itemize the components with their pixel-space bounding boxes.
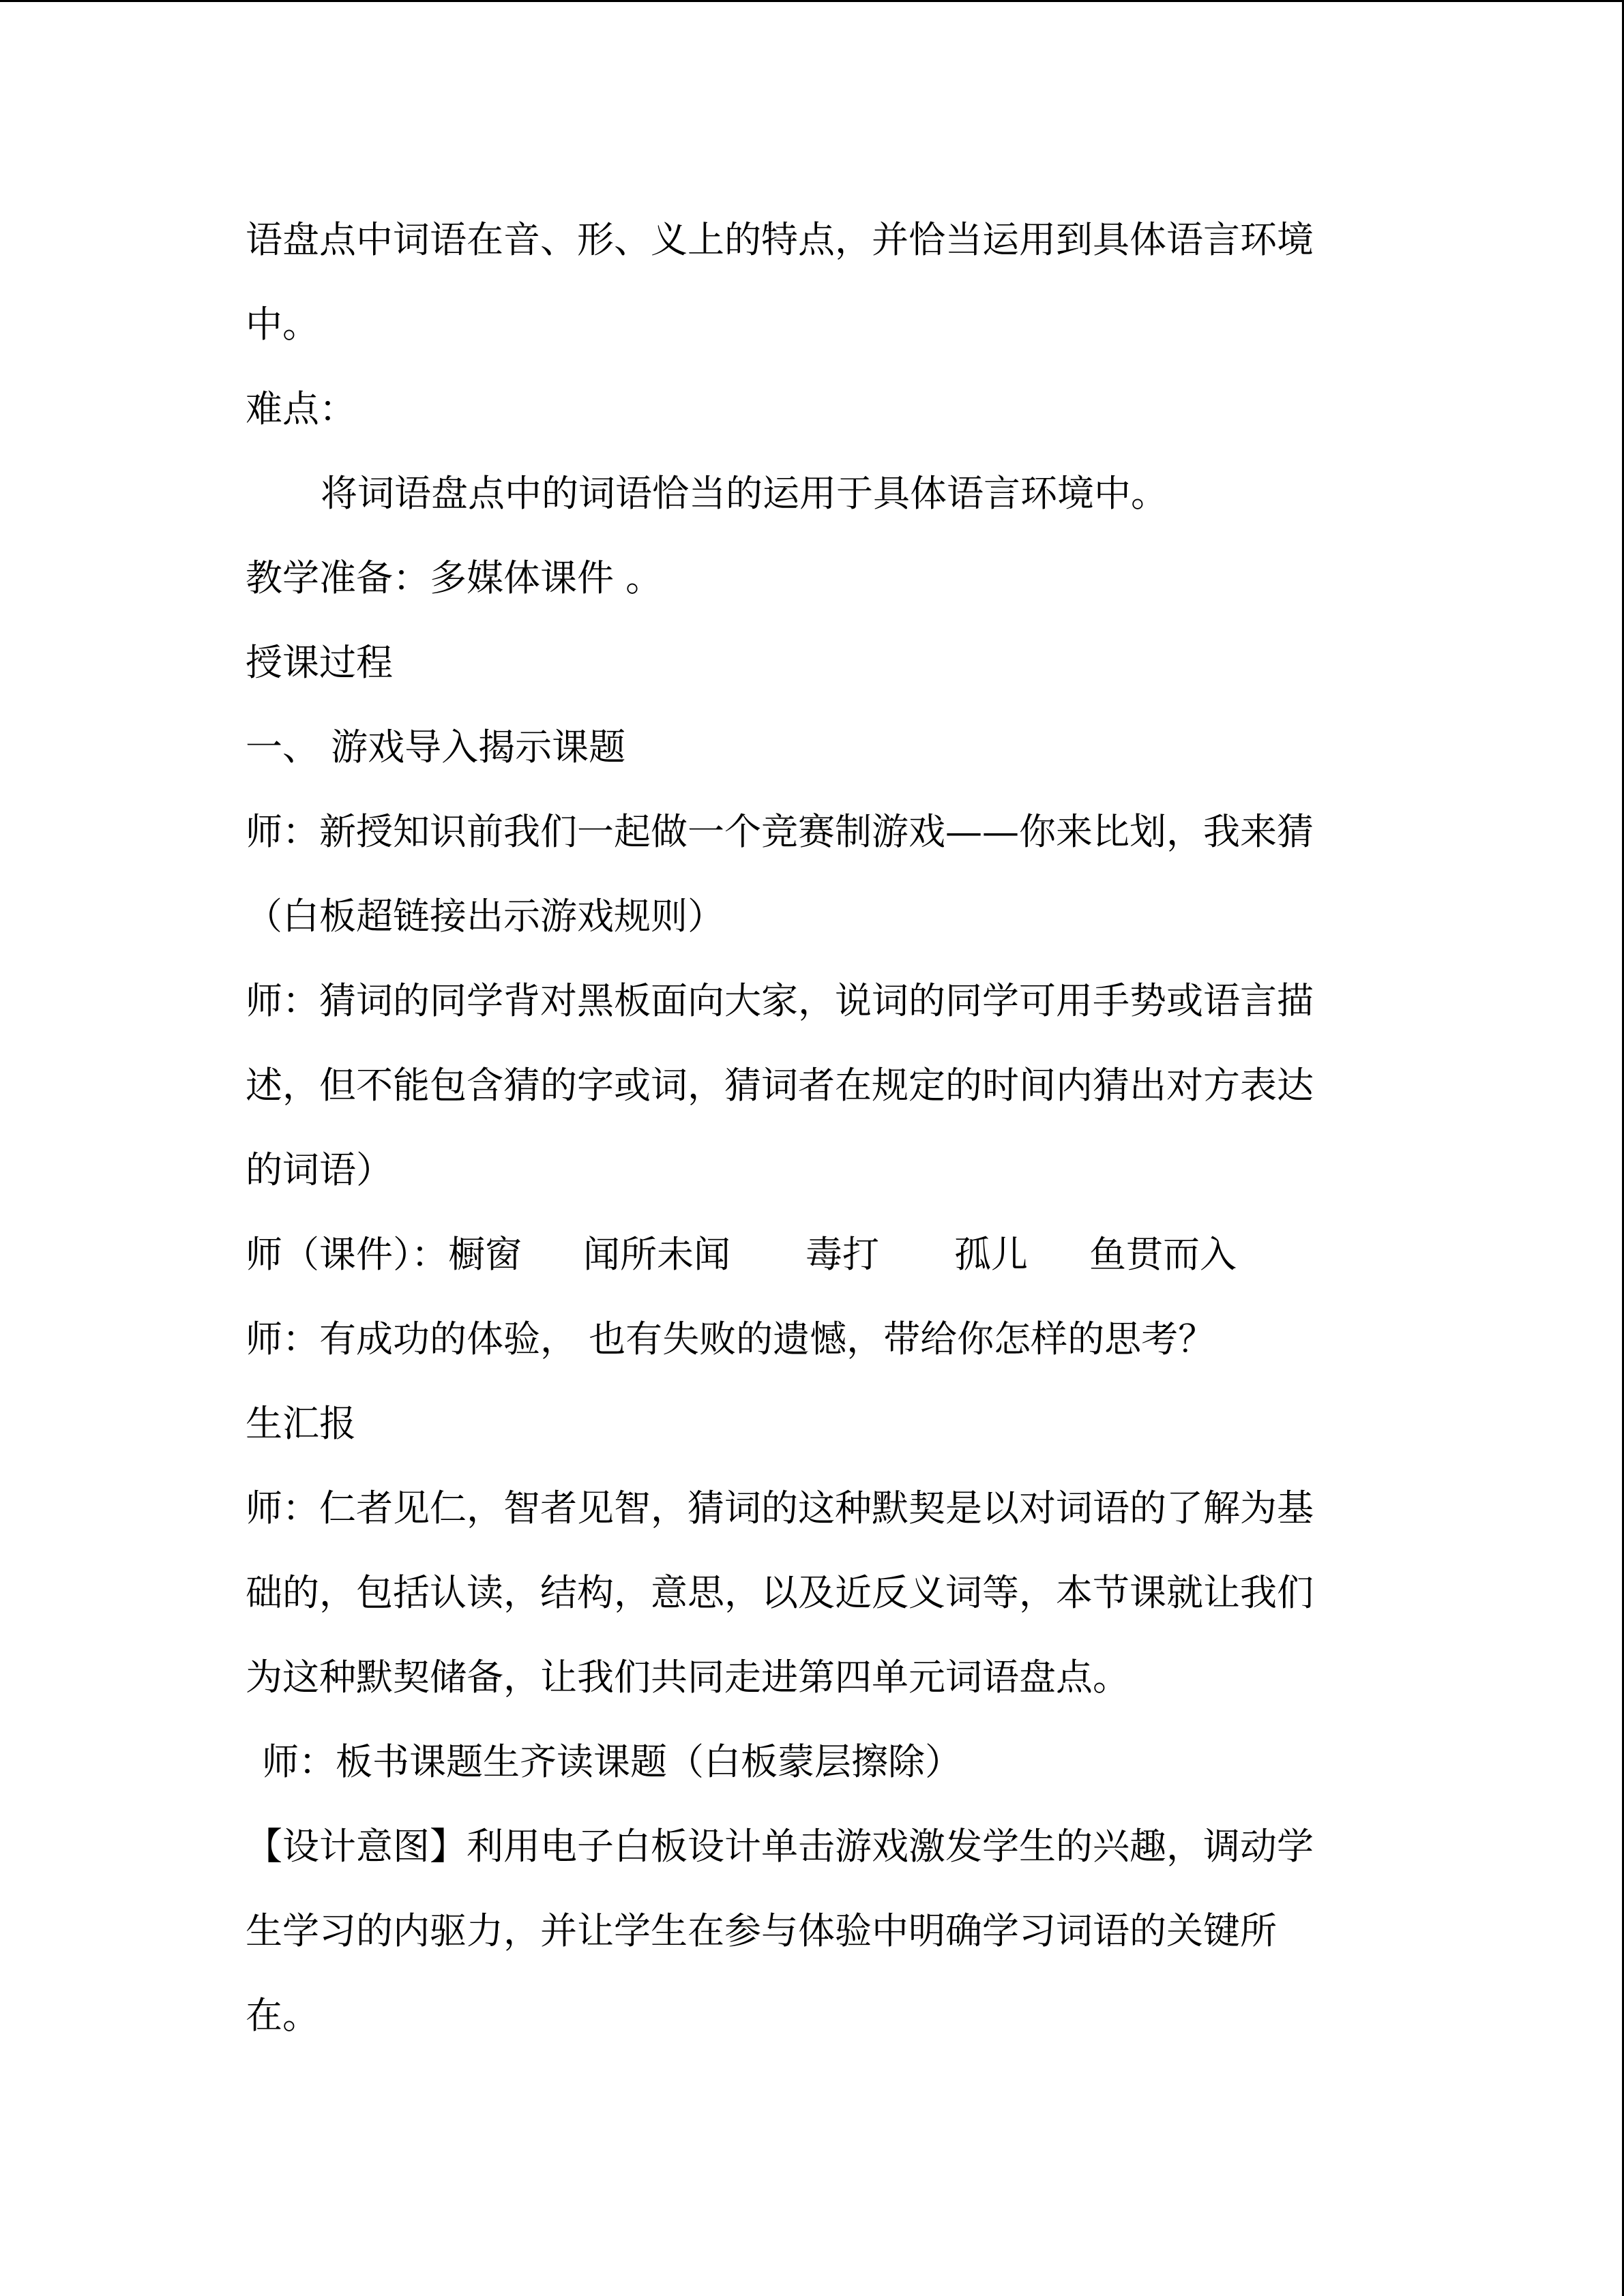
paragraph-line: 述，但不能包含猜的字或词，猜词者在规定的时间内猜出对方表达 [246, 1064, 1314, 1107]
paragraph-line: 中。 [246, 303, 319, 346]
courseware-word: 毒打 [806, 1233, 879, 1276]
paragraph-line: 师：有成功的体验， 也有失败的遗憾，带给你怎样的思考？ [246, 1317, 1215, 1360]
section-heading-game-intro: 一、 游戏导入揭示课题 [246, 726, 626, 769]
document-body [246, 198, 1364, 2058]
paragraph-line: 师：新授知识前我们一起做一个竞赛制游戏——你来比划，我来猜 [246, 810, 1314, 853]
section-heading-difficulty: 难点： [246, 387, 356, 430]
paragraph-line: 在。 [246, 1994, 319, 2037]
teaching-preparation: 教学准备：多媒体课件 。 [246, 556, 663, 599]
paragraph-line: 础的，包括认读，结构，意思，以及近反义词等，本节课就让我们 [246, 1571, 1314, 1614]
paragraph-line: 语盘点中词语在音、形、义上的特点，并恰当运用到具体语言环境 [246, 218, 1314, 261]
paragraph-line: 将词语盘点中的词语恰当的运用于具体语言环境中。 [321, 472, 1168, 515]
courseware-word: 闻所未闻 [583, 1233, 730, 1276]
courseware-word: 孤儿 [954, 1233, 1028, 1276]
courseware-words-line [246, 1212, 1364, 1297]
paragraph-line: 生汇报 [246, 1402, 356, 1445]
paragraph-line: 为这种默契储备，让我们共同走进第四单元词语盘点。 [246, 1656, 1130, 1699]
paragraph-line: 师：仁者见仁，智者见智，猜词的这种默契是以对词语的了解为基 [246, 1487, 1314, 1530]
section-heading-process: 授课过程 [246, 641, 393, 684]
paragraph-line: （白板超链接出示游戏规则） [246, 895, 724, 938]
design-intent-line: 【设计意图】利用电子白板设计单击游戏激发学生的兴趣，调动学 [246, 1825, 1314, 1868]
paragraph-line: 师：猜词的同学背对黑板面向大家，说词的同学可用手势或语言描 [246, 979, 1314, 1022]
page-border-top [0, 0, 1624, 2]
courseware-prefix: 师（课件）： [246, 1233, 448, 1276]
courseware-word: 橱窗 [448, 1233, 522, 1276]
courseware-word: 鱼贯而入 [1089, 1233, 1237, 1276]
paragraph-line: 的词语） [246, 1148, 393, 1191]
paragraph-line: 生学习的内驱力，并让学生在参与体验中明确学习词语的关键所 [246, 1909, 1277, 1952]
paragraph-line: 师：板书课题生齐读课题（白板蒙层擦除） [262, 1740, 962, 1783]
